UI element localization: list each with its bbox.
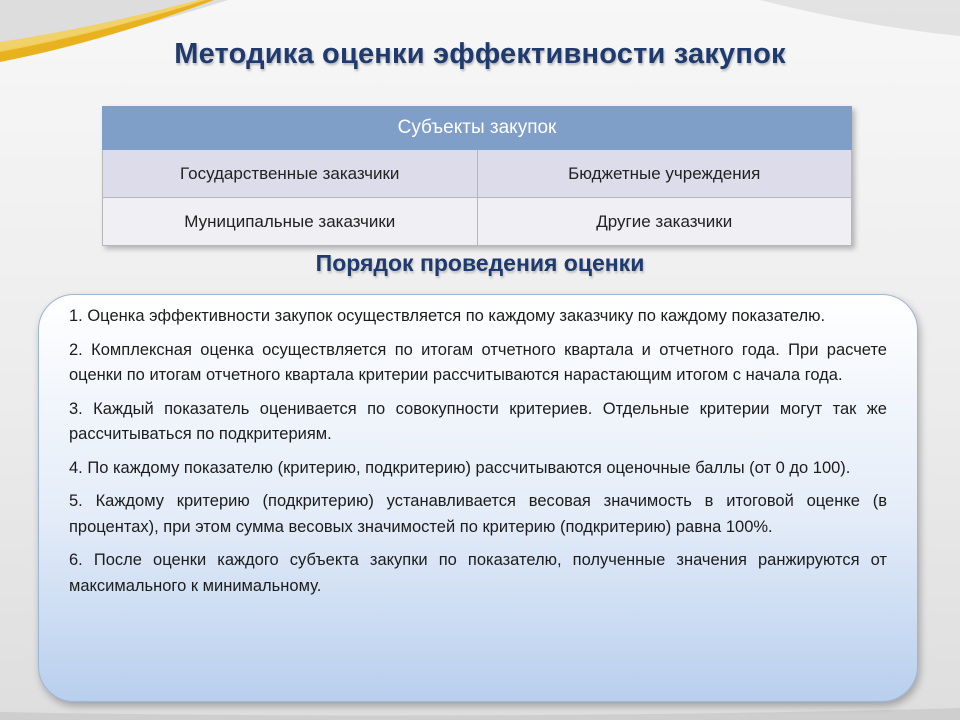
procedure-item: 4. По каждому показателю (критерию, подкритерию) рассчитываются оценочные баллы (от 0 до 100). xyxy=(69,458,851,477)
table-cell: Муниципальные заказчики xyxy=(103,198,478,246)
table-cell: Государственные заказчики xyxy=(103,150,478,198)
slide-title: Методика оценки эффективности закупок xyxy=(174,38,786,70)
table-cell: Бюджетные учреждения xyxy=(477,150,852,198)
procedure-item: 1. Оценка эффективности закупок осуществляется по каждому заказчику по каждому показателю. xyxy=(69,307,826,325)
table-header-row xyxy=(103,107,852,150)
purchase-subjects-table xyxy=(102,106,852,246)
table-cell: Другие заказчики xyxy=(477,198,852,246)
procedure-item: 3. Каждый показатель оценивается по совокупности критериев. Отдельные критерии могут так же рассчитываться по подкритериям. xyxy=(69,399,887,443)
procedure-item: 5. Каждому критерию (подкритерию) устанавливается весовая значимость в итоговой оценке (в процентах), при этом сумма весовых значимостей по критерию (подкритерию) равна 100%. xyxy=(69,492,887,536)
procedure-item: 6. После оценки каждого субъекта закупки по показателю, полученные значения ранжируются от максимального к минимальному. xyxy=(69,551,887,595)
table-row xyxy=(103,150,852,198)
procedure-item: 2. Комплексная оценка осуществляется по итогам отчетного квартала и отчетного года. При расчете оценки по итогам отчетного квартала критерии рассчитываются нарастающим итогом с начала года. xyxy=(69,340,887,384)
procedure-panel xyxy=(38,294,918,702)
table-row xyxy=(103,198,852,246)
procedure-title: Порядок проведения оценки xyxy=(315,250,645,276)
table-header: Субъекты закупок xyxy=(103,107,852,150)
